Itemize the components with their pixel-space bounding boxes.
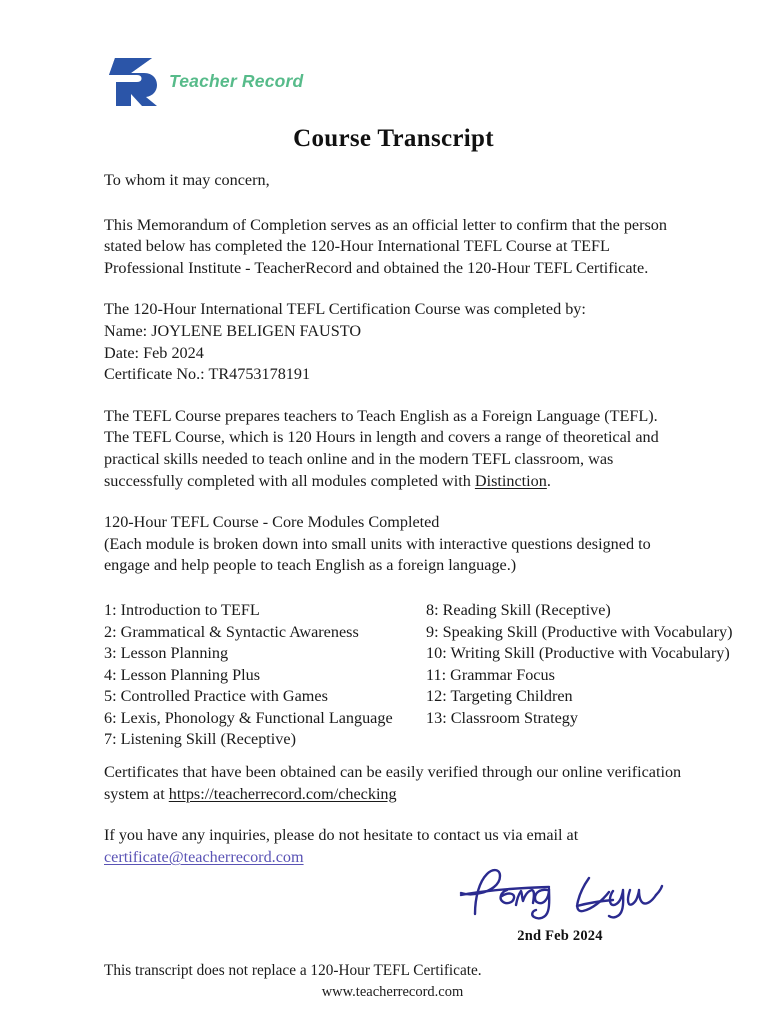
document-body <box>104 170 733 868</box>
list-item: 13: Classroom Strategy <box>426 708 578 727</box>
modules-heading: 120-Hour TEFL Course - Core Modules Completed <box>104 513 440 532</box>
list-item: 7: Listening Skill (Receptive) <box>104 730 296 749</box>
modules-list <box>104 600 733 751</box>
list-item: 2: Grammatical & Syntactic Awareness <box>104 622 359 641</box>
brand-name: Teacher Record <box>169 70 304 91</box>
course-grade: Distinction <box>474 471 547 490</box>
list-item: 4: Lesson Planning Plus <box>104 665 261 684</box>
salutation: To whom it may concern, <box>104 171 270 189</box>
handwritten-signature-icon <box>430 862 690 924</box>
intro-paragraph: This Memorandum of Completion serves as an official letter to confirm that the person stated below has completed the 120-Hour International TEFL Course at TEFL Professional Institute - TeacherRecord and obtained the 120-Hour TEFL Certificate. <box>104 215 667 277</box>
list-item: 12: Targeting Children <box>426 687 573 706</box>
list-item: 6: Lexis, Phonology & Functional Language <box>104 708 393 727</box>
list-item: 3: Lesson Planning <box>104 644 229 663</box>
list-item: 11: Grammar Focus <box>426 665 555 684</box>
date-value: Feb 2024 <box>143 343 204 362</box>
completion-lead-line: The 120-Hour International TEFL Certification Course was completed by: <box>104 300 586 319</box>
contact-email-link[interactable]: certificate@teacherrecord.com <box>104 847 304 866</box>
completion-date-row <box>104 343 684 365</box>
footer-disclaimer: This transcript does not replace a 120-Hour TEFL Certificate. <box>104 962 482 979</box>
page-title: Course Transcript <box>293 125 494 152</box>
certificate-value: TR4753178191 <box>208 365 311 384</box>
inquiries-text: If you have any inquiries, please do not hesitate to contact us via email at <box>104 826 579 845</box>
completion-name-row <box>104 321 684 343</box>
course-description-part1: The TEFL Course prepares teachers to Teach English as a Foreign Language (TEFL). The TEFL Course, which is 120 Hours in length and covers a range of theoretical and practical skills needed to teach online and in the modern TEFL classroom, was successfully completed with all modules completed with <box>104 406 659 490</box>
list-item: 9: Speaking Skill (Productive with Vocabulary) <box>426 622 733 641</box>
completion-certificate-row <box>104 364 684 386</box>
teacher-record-r-logo-icon <box>104 55 160 107</box>
course-description <box>104 406 684 492</box>
list-item: 8: Reading Skill (Receptive) <box>426 600 611 619</box>
verification-paragraph <box>104 762 684 805</box>
modules-note: (Each module is broken down into small units with interactive questions designed to engage and help people to teach English as a foreign language.) <box>104 534 651 575</box>
list-item: 10: Writing Skill (Productive with Vocabulary) <box>426 644 730 663</box>
certificate-label: Certificate No.: <box>104 365 205 384</box>
verification-url-link[interactable]: https://teacherrecord.com/checking <box>168 784 397 803</box>
brand-header <box>104 55 303 107</box>
signature-block <box>430 862 690 945</box>
name-label: Name: <box>104 321 148 340</box>
date-label: Date: <box>104 343 140 362</box>
name-value: JOYLENE BELIGEN FAUSTO <box>151 321 362 340</box>
modules-right-column <box>426 600 733 751</box>
course-description-part2: . <box>546 471 551 490</box>
verification-text: Certificates that have been obtained can be easily verified through our online verification system at <box>104 763 682 803</box>
modules-left-column <box>104 600 426 751</box>
list-item: 5: Controlled Practice with Games <box>104 687 328 706</box>
list-item: 1: Introduction to TEFL <box>104 600 260 619</box>
signature-date: 2nd Feb 2024 <box>517 928 603 944</box>
footer-website: www.teacherrecord.com <box>321 984 464 1000</box>
